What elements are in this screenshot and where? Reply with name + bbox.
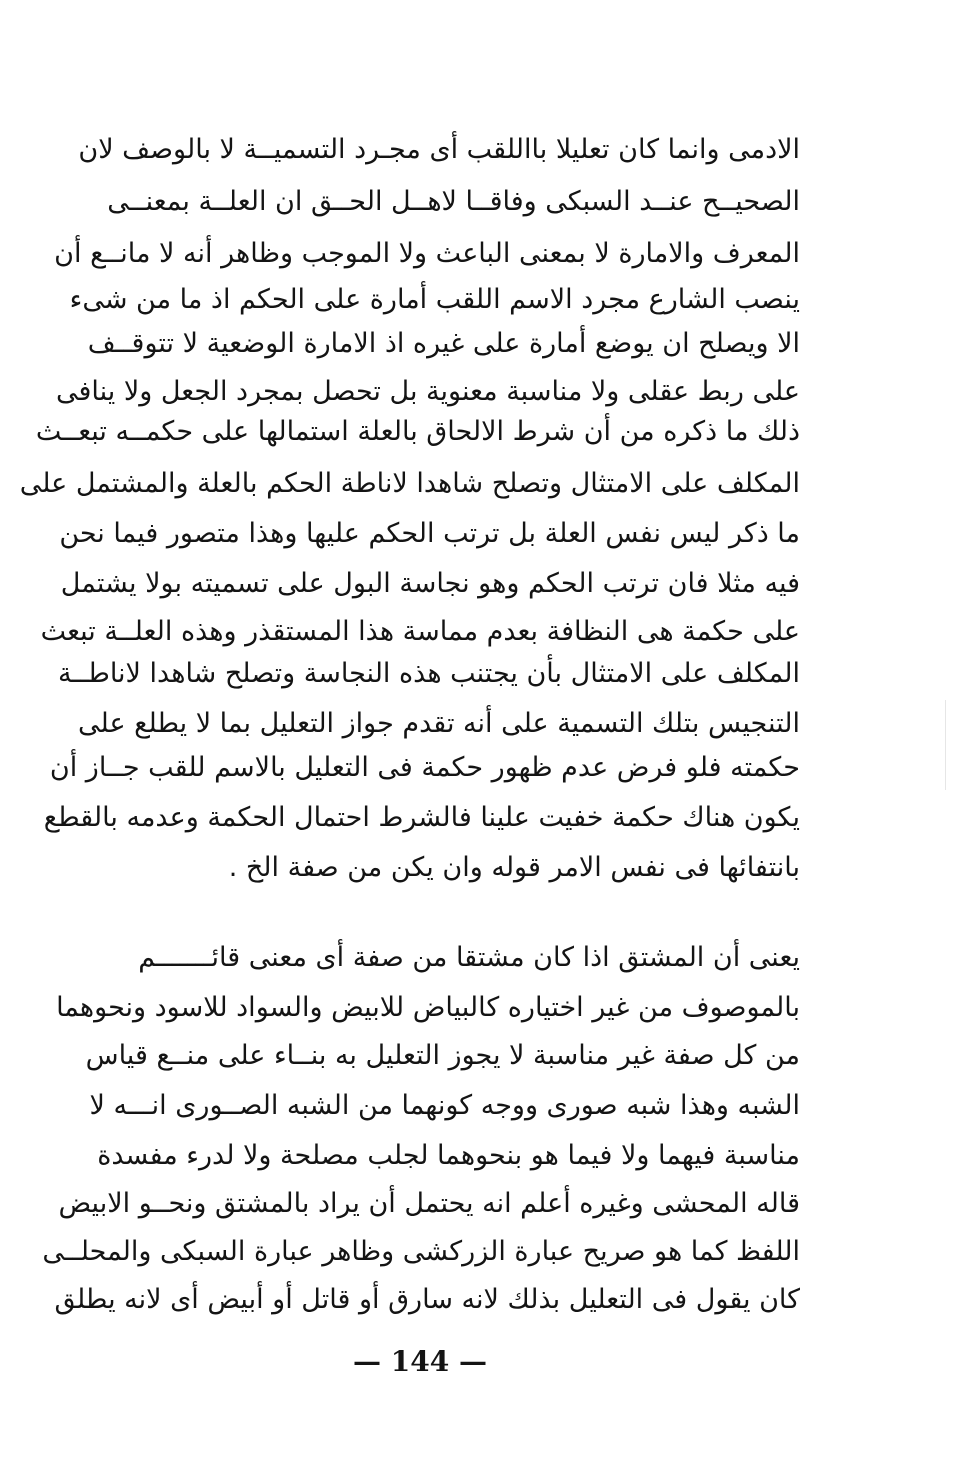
- text-line: بانتفائها فى نفس الامر قوله وان يكن من صفة الخ .: [228, 852, 800, 883]
- text-line: ذلك ما ذكره من أن شرط الالحاق بالعلة استمالها على حكمــه تبعــث: [35, 416, 800, 447]
- text-line: قاله المحشى وغيره أعلم انه يحتمل أن يراد بالمشتق ونحــو الابيض: [58, 1188, 800, 1219]
- text-line: فيه مثلا فان ترتب الحكم وهو نجاسة البول على تسميته بولا يشتمل: [60, 568, 800, 599]
- text-line: يعنى أن المشتق اذا كان مشتقا من صفة أى معنى قائـــــــم: [138, 942, 800, 973]
- text-line: على ربط عقلى ولا مناسبة معنوية بل تحصل بمجرد الجعل ولا ينافى: [55, 376, 800, 407]
- text-line: المكلف على الامتثال بأن يجتنب هذه النجاسة وتصلح شاهدا لاناطــة: [58, 658, 800, 689]
- text-line: اللفظ كما هو صريح عبارة الزركشى وظاهر عبارة السبكى والمحلــى: [42, 1236, 800, 1267]
- text-line: على حكمة هى النظافة بعدم مماسة هذا المستقذر وهذه العلــة تبعث: [40, 616, 800, 647]
- text-line: المعرف والامارة لا بمعنى الباعث ولا الموجب وظاهر أنه لا مانــع أن: [54, 238, 800, 269]
- text-line: الشبه وهذا شبه صورى ووجه كونهما من الشبه الصــورى انـــه لا: [89, 1090, 800, 1121]
- text-line: الا ويصلح ان يوضع أمارة على غيره اذ الامارة الوضعية لا تتوقــف: [87, 328, 800, 359]
- page-number: — 144 —: [353, 1345, 487, 1378]
- text-line: من كل صفة غير مناسبة لا يجوز التعليل به بنــاء على منــع قياس: [85, 1040, 800, 1071]
- text-line: بالموصوف من غير اختياره كالبياض للابيض والسواد للاسود ونحوهما: [56, 992, 800, 1023]
- text-line: التنجيس بتلك التسمية على أنه تقدم جواز التعليل بما لا يطلع على: [78, 708, 800, 739]
- scan-edge-mark: [945, 700, 946, 790]
- text-line: المكلف على الامتثال وتصلح شاهدا لاناطة الحكم بالعلة والمشتمل على: [19, 468, 800, 499]
- text-line: حكمته فلو فرض عدم ظهور حكمة فى التعليل بالاسم للقب جــاز أن: [49, 752, 800, 783]
- text-line: كان يقول فى التعليل بذلك لانه سارق أو قاتل أو أبيض أى لانه يطلق: [54, 1284, 800, 1315]
- text-line: ينصب الشارع مجرد الاسم اللقب أمارة على الحكم اذ ما من شىء: [69, 284, 800, 315]
- text-line: الصحيــح عنــد السبكى وفاقــا لاهــل الحــق ان العلــة بمعنــى: [107, 186, 800, 217]
- text-line: مناسبة فيهما ولا فيما هو بنحوهما لجلب مصلحة ولا لدرء مفسدة: [97, 1140, 800, 1171]
- text-line: يكون هناك حكمة خفيت علينا فالشرط احتمال الحكمة وعدمه بالقطع: [43, 802, 800, 833]
- text-line: الادمى وانما كان تعليلا بااللقب أى مجـرد التسميــة لا بالوصف لان: [78, 134, 800, 165]
- text-line: ما ذكر ليس نفس العلة بل ترتب الحكم عليها وهذا متصور فيما نحن: [59, 518, 800, 549]
